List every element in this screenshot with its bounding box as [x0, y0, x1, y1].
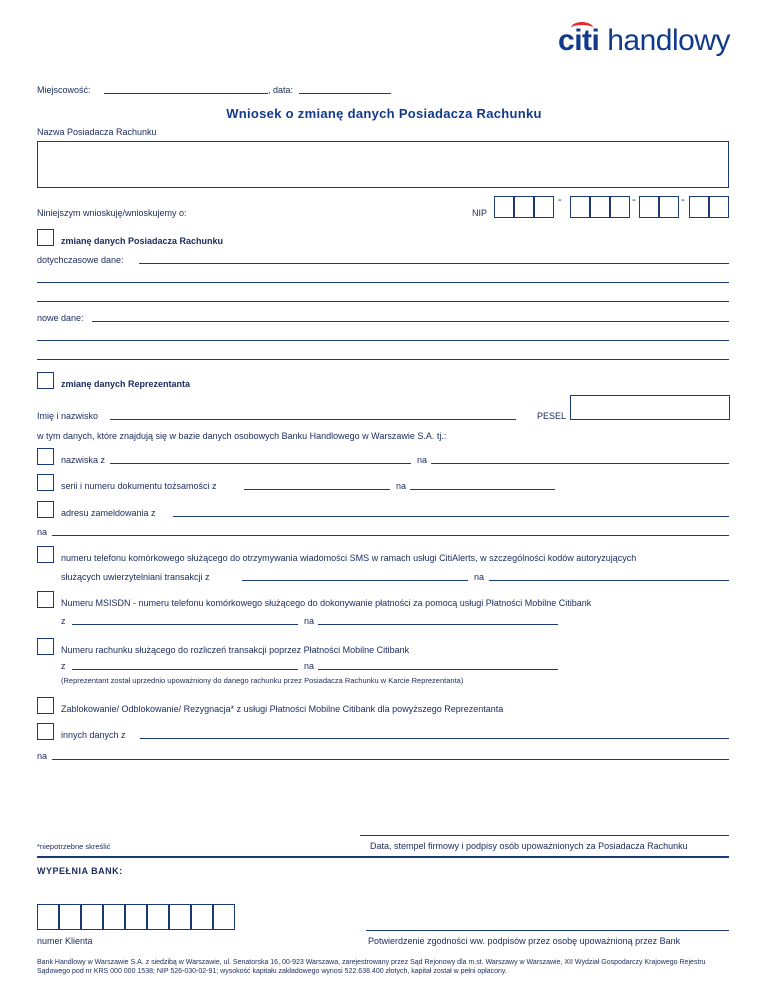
na-label: na: [37, 751, 48, 761]
client-number-cell[interactable]: [125, 904, 147, 930]
account-to-field[interactable]: [318, 669, 558, 670]
phone-checkbox[interactable]: [37, 546, 54, 563]
divider: [37, 856, 729, 858]
representative-change-heading: zmianę danych Reprezentanta: [61, 379, 191, 389]
representative-change-checkbox[interactable]: [37, 372, 54, 389]
other-to-field[interactable]: [52, 759, 729, 760]
new-data-field[interactable]: [37, 359, 729, 360]
na-label: na: [417, 455, 428, 465]
surname-label: nazwiska z: [61, 455, 106, 465]
place-field[interactable]: [104, 93, 268, 94]
nip-dash: -: [558, 194, 562, 206]
surname-from-field[interactable]: [110, 463, 411, 464]
other-from-field[interactable]: [140, 738, 729, 739]
nip-digit[interactable]: [570, 196, 590, 218]
previous-data-field[interactable]: [139, 263, 729, 264]
client-number-cell[interactable]: [191, 904, 213, 930]
logo-citi-text: citi: [558, 24, 600, 57]
intro-text: w tym danych, które znajdują się w bazie danych osobowych Banku Handlowego w Warszawie S.A. tj.:: [37, 431, 447, 441]
document-checkbox[interactable]: [37, 474, 54, 491]
nip-digit[interactable]: [514, 196, 534, 218]
nip-digit[interactable]: [639, 196, 659, 218]
form-title: Wniosek o zmianę danych Posiadacza Rachunku: [226, 106, 542, 121]
surname-checkbox[interactable]: [37, 448, 54, 465]
phone-label-cont: służących uwierzytelniani transakcji z: [61, 572, 210, 582]
nip-digit[interactable]: [610, 196, 630, 218]
client-number-cell[interactable]: [37, 904, 59, 930]
msisdn-from-field[interactable]: [72, 624, 298, 625]
z-label: z: [61, 661, 66, 671]
request-label: Niniejszym wnioskuję/wnioskujemy o:: [37, 208, 187, 218]
signature-field[interactable]: [360, 835, 729, 836]
previous-data-label: dotychczasowe dane:: [37, 255, 124, 265]
nip-digit[interactable]: [590, 196, 610, 218]
na-label: na: [396, 481, 407, 491]
msisdn-label: Numeru MSISDN - numeru telefonu komórkowego służącego do dokonywanie płatności za pomocą usługi Płatności Mobilne Citibank: [61, 598, 592, 608]
address-from-field[interactable]: [173, 516, 729, 517]
bank-section-heading: WYPEŁNIA BANK:: [37, 866, 123, 876]
previous-data-field[interactable]: [37, 301, 729, 302]
citi-handlowy-logo: [558, 24, 730, 58]
nip-digit[interactable]: [709, 196, 729, 218]
holder-change-heading: zmianę danych Posiadacza Rachunku: [61, 236, 224, 246]
account-checkbox[interactable]: [37, 638, 54, 655]
bank-confirm-caption: Potwierdzenie zgodności ww. podpisów przez osobę upoważnioną przez Bank: [368, 936, 681, 946]
citi-arc-icon: [571, 22, 593, 34]
client-number-cell[interactable]: [213, 904, 235, 930]
account-label: Numeru rachunku służącego do rozliczeń transakcji poprzez Płatności Mobilne Citibank: [61, 645, 410, 655]
pesel-label: PESEL: [537, 411, 567, 421]
pesel-field[interactable]: [570, 395, 730, 420]
nip-dash: -: [632, 194, 636, 206]
phone-to-field[interactable]: [489, 580, 729, 581]
holder-change-checkbox[interactable]: [37, 229, 54, 246]
nip-digit[interactable]: [659, 196, 679, 218]
client-number-cell[interactable]: [147, 904, 169, 930]
name-field[interactable]: [110, 419, 516, 420]
na-label: na: [37, 527, 48, 537]
na-label: na: [304, 616, 315, 626]
address-label: adresu zameldowania z: [61, 508, 156, 518]
previous-data-field[interactable]: [37, 282, 729, 283]
document-label: serii i numeru dokumentu tożsamości z: [61, 481, 217, 491]
client-number-cell[interactable]: [103, 904, 125, 930]
account-from-field[interactable]: [72, 669, 298, 670]
date-label: , data:: [268, 85, 294, 95]
msisdn-checkbox[interactable]: [37, 591, 54, 608]
new-data-field[interactable]: [37, 340, 729, 341]
phone-from-field[interactable]: [242, 580, 468, 581]
client-number-label: numer Klienta: [37, 936, 93, 946]
signature-caption: Data, stempel firmowy i podpisy osób upoważnionych za Posiadacza Rachunku: [370, 841, 688, 851]
other-checkbox[interactable]: [37, 723, 54, 740]
nip-label: NIP: [472, 208, 488, 218]
msisdn-to-field[interactable]: [318, 624, 558, 625]
logo-handlowy-text: handlowy: [607, 24, 730, 57]
address-to-field[interactable]: [52, 535, 729, 536]
account-note: (Reprezentant został uprzednio upoważniony do danego rachunku przez Posiadacza Rachunku w Karcie Reprezentanta): [61, 676, 464, 685]
name-label: Imię i nazwisko: [37, 411, 99, 421]
other-label: innych danych z: [61, 730, 126, 740]
nip-digit[interactable]: [689, 196, 709, 218]
block-checkbox[interactable]: [37, 697, 54, 714]
surname-to-field[interactable]: [431, 463, 729, 464]
place-label: Miejscowość:: [37, 85, 91, 95]
client-number-cell[interactable]: [169, 904, 191, 930]
na-label: na: [474, 572, 485, 582]
holder-name-field[interactable]: [37, 141, 729, 188]
document-to-field[interactable]: [410, 489, 555, 490]
nip-dash: -: [681, 194, 685, 206]
new-data-label: nowe dane:: [37, 313, 84, 323]
client-number-cell[interactable]: [81, 904, 103, 930]
client-number-cell[interactable]: [59, 904, 81, 930]
footnote: *niepotrzebne skreślić: [37, 842, 111, 851]
z-label: z: [61, 616, 66, 626]
new-data-field[interactable]: [92, 321, 729, 322]
date-field[interactable]: [299, 93, 391, 94]
holder-name-label: Nazwa Posiadacza Rachunku: [37, 127, 157, 137]
nip-digit[interactable]: [494, 196, 514, 218]
document-from-field[interactable]: [244, 489, 390, 490]
na-label: na: [304, 661, 315, 671]
footer-legal-text: Bank Handlowy w Warszawie S.A. z siedzibą w Warszawie, ul. Senatorska 16, 00-923 Warszawa, zarejestrowany przez Sąd Rejonowy dla m.st. Warszawy w Warszawie, XII Wydział Gospodarczy Krajowego Rejestru Sądowego pod nr KRS 000 000 1538; NIP 526-030-02-91; wysokość kapitału zakładowego wynosi 522.638.400 złotych, kapitał został w pełni opłacony.: [37, 959, 706, 975]
nip-digit[interactable]: [534, 196, 554, 218]
bank-confirm-field[interactable]: [366, 930, 729, 931]
block-label: Zablokowanie/ Odblokowanie/ Rezygnacja* z usługi Płatności Mobilne Citibank dla powyższego Reprezentanta: [61, 704, 504, 714]
phone-label: numeru telefonu komórkowego służącego do otrzymywania wiadomości SMS w ramach usługi CitiAlerts, w szczególności kodów autoryzujących: [61, 553, 637, 563]
address-checkbox[interactable]: [37, 501, 54, 518]
